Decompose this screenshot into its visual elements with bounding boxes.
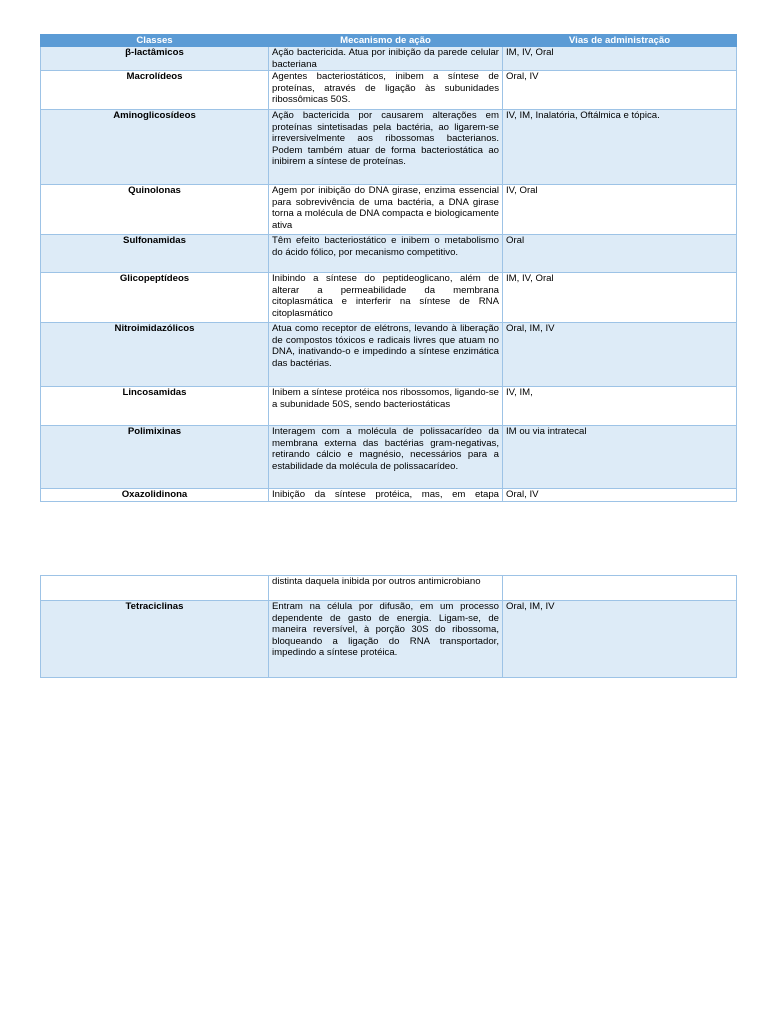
class-cell: Macrolídeos bbox=[41, 71, 269, 110]
table-row bbox=[41, 323, 737, 387]
mechanism-cell: distinta daquela inibida por outros antimicrobiano bbox=[269, 576, 503, 601]
table-row bbox=[41, 47, 737, 71]
table-row bbox=[41, 489, 737, 502]
routes-cell bbox=[503, 576, 737, 601]
mechanism-cell: Têm efeito bacteriostático e inibem o metabolismo do ácido fólico, por mecanismo competitivo. bbox=[269, 235, 503, 273]
mechanism-cell: Ação bactericida. Atua por inibição da parede celular bacteriana bbox=[269, 47, 503, 71]
routes-cell: IM, IV, Oral bbox=[503, 47, 737, 71]
class-cell: Quinolonas bbox=[41, 185, 269, 235]
table-row bbox=[41, 71, 737, 110]
mechanism-cell: Inibição da síntese protéica, mas, em etapa bbox=[269, 489, 503, 502]
class-cell: Lincosamidas bbox=[41, 387, 269, 426]
table-row bbox=[41, 110, 737, 185]
routes-cell: IM, IV, Oral bbox=[503, 273, 737, 323]
class-cell: Sulfonamidas bbox=[41, 235, 269, 273]
table-row bbox=[41, 185, 737, 235]
mechanism-cell: Ação bactericida por causarem alterações em proteínas sintetisadas pela bactéria, ao ligarem-se irreversivelmente aos ribossomas bacterianos. Podem também atuar de forma bacteriostática ao inibirem a síntese de proteínas. bbox=[269, 110, 503, 185]
table-row bbox=[41, 235, 737, 273]
routes-cell: IV, Oral bbox=[503, 185, 737, 235]
routes-cell: IM ou via intratecal bbox=[503, 426, 737, 489]
class-cell: Oxazolidinona bbox=[41, 489, 269, 502]
header-mechanism: Mecanismo de ação bbox=[269, 35, 503, 47]
mechanism-cell: Agentes bacteriostáticos, inibem a síntese de proteínas, através de ligação às subunidades ribossômicas 50S. bbox=[269, 71, 503, 110]
mechanism-cell: Inibem a síntese protéica nos ribossomos, ligando-se a subunidade 50S, sendo bacteriostáticas bbox=[269, 387, 503, 426]
mechanism-cell: Agem por inibição do DNA girase, enzima essencial para sobrevivência de uma bactéria, a DNA girase torna a molécula de DNA compacta e biologicamente ativa bbox=[269, 185, 503, 235]
routes-cell: Oral, IM, IV bbox=[503, 323, 737, 387]
mechanism-cell: Entram na célula por difusão, em um processo dependente de gasto de energia. Ligam-se, de maneira reversível, à porção 30S do ribossoma, bloqueando a ligação do RNA transportador, impedindo a síntese protéica. bbox=[269, 601, 503, 678]
routes-cell: Oral bbox=[503, 235, 737, 273]
class-cell: Tetraciclinas bbox=[41, 601, 269, 678]
header-routes: Vias de administração bbox=[503, 35, 737, 47]
table-row bbox=[41, 576, 737, 601]
routes-cell: Oral, IV bbox=[503, 489, 737, 502]
routes-cell: IV, IM, bbox=[503, 387, 737, 426]
header-classes: Classes bbox=[41, 35, 269, 47]
class-cell: Glicopeptídeos bbox=[41, 273, 269, 323]
antibiotics-table bbox=[40, 34, 737, 502]
antibiotics-table-continued bbox=[40, 575, 737, 678]
mechanism-cell: Interagem com a molécula de polissacarídeo da membrana externa das bactérias gram-negativas, retirando cálcio e magnésio, necessários para a estabilidade da molécula de polissacarídeo. bbox=[269, 426, 503, 489]
table-header-row bbox=[41, 35, 737, 47]
class-cell: Nitroimidazólicos bbox=[41, 323, 269, 387]
class-cell: Aminoglicosídeos bbox=[41, 110, 269, 185]
table-row bbox=[41, 387, 737, 426]
table-row bbox=[41, 601, 737, 678]
routes-cell: Oral, IV bbox=[503, 71, 737, 110]
mechanism-cell: Atua como receptor de elétrons, levando à liberação de compostos tóxicos e radicais livres que atuam no DNA, inativando-o e impedindo a síntese enzimática das bactérias. bbox=[269, 323, 503, 387]
routes-cell: IV, IM, Inalatória, Oftálmica e tópica. bbox=[503, 110, 737, 185]
routes-cell: Oral, IM, IV bbox=[503, 601, 737, 678]
class-cell: β-lactâmicos bbox=[41, 47, 269, 71]
class-cell: Polimixinas bbox=[41, 426, 269, 489]
table-row bbox=[41, 426, 737, 489]
table-row bbox=[41, 273, 737, 323]
class-cell bbox=[41, 576, 269, 601]
mechanism-cell: Inibindo a síntese do peptideoglicano, além de alterar a permeabilidade da membrana citoplasmática e interferir na síntese de RNA citoplasmático bbox=[269, 273, 503, 323]
